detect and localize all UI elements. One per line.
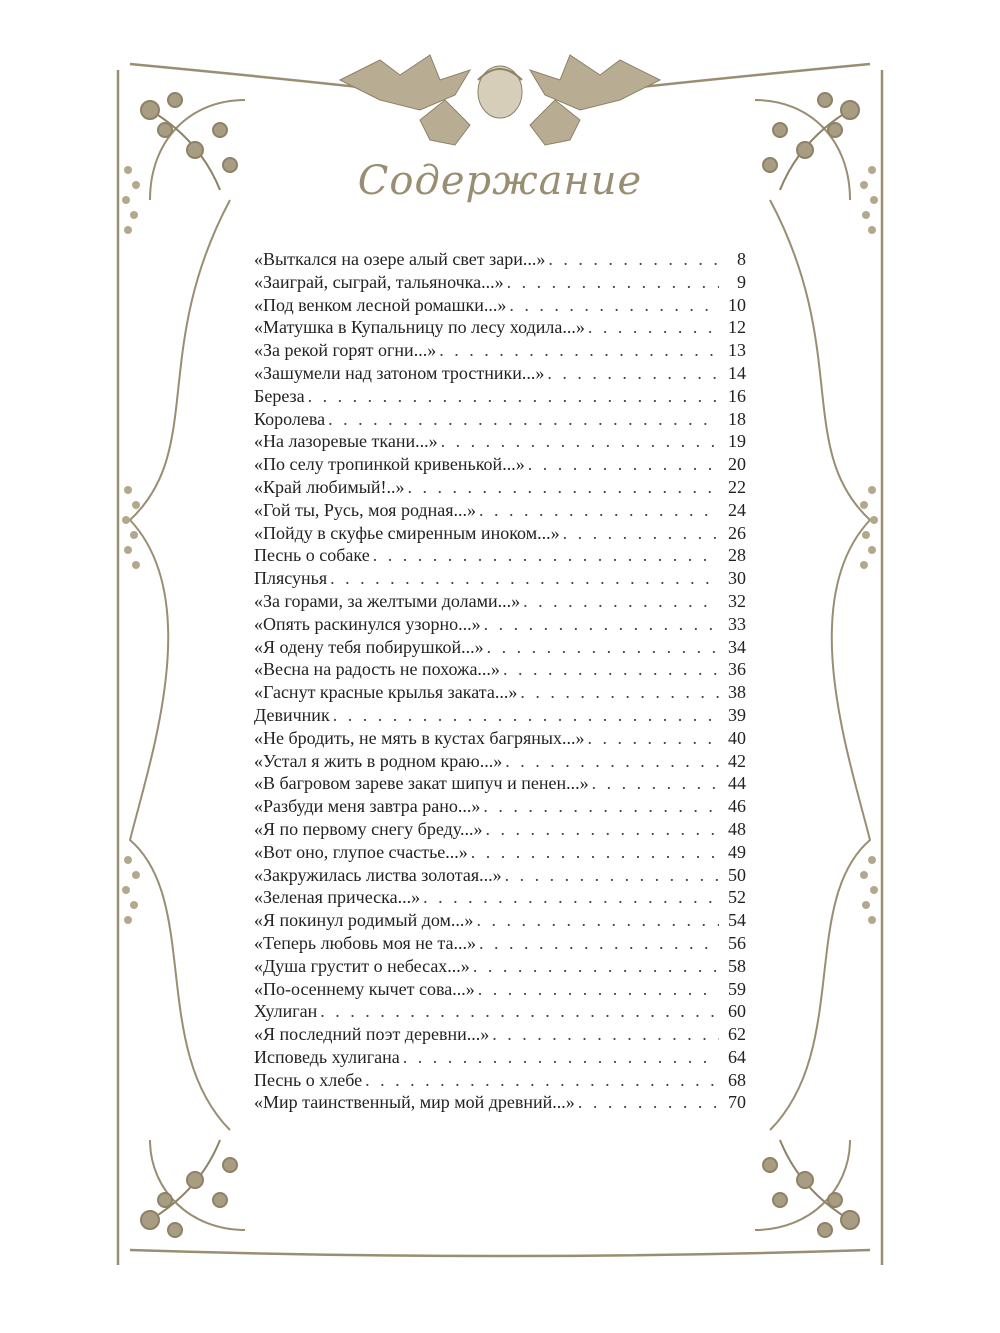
toc-entry[interactable] — [254, 248, 746, 271]
toc-entry-title: «Под венком лесной ромашки...» — [254, 294, 507, 315]
dot-leader — [548, 248, 719, 271]
toc-entry[interactable] — [254, 1023, 746, 1046]
toc-entry-page: 22 — [728, 476, 746, 497]
toc-entry-page: 48 — [728, 818, 746, 839]
toc-entry-title: Плясунья — [254, 568, 328, 589]
toc-entry-page: 50 — [728, 864, 746, 885]
toc-entry[interactable] — [254, 294, 746, 317]
toc-entry[interactable] — [254, 1091, 746, 1114]
toc-entry-page: 8 — [737, 249, 746, 269]
toc-entry-page: 52 — [728, 887, 746, 908]
toc-entry-page: 60 — [728, 1001, 746, 1022]
toc-entry-page: 64 — [728, 1046, 746, 1067]
dot-leader — [403, 1046, 719, 1069]
toc-entry[interactable] — [254, 613, 746, 636]
dot-leader — [487, 636, 719, 659]
toc-entry-page: 26 — [728, 522, 746, 543]
dot-leader — [587, 727, 719, 750]
toc-entry-page: 30 — [728, 568, 746, 589]
frame-border-bottom — [130, 1250, 870, 1256]
toc-entry-page: 13 — [728, 340, 746, 361]
toc-entry-title: «Край любимый!..» — [254, 476, 405, 497]
dot-leader — [333, 704, 719, 727]
toc-entry-page: 28 — [728, 545, 746, 566]
toc-entry-title: «Заиграй, сыграй, тальяночка...» — [254, 271, 504, 292]
toc-entry[interactable] — [254, 453, 746, 476]
toc-entry-page: 54 — [728, 910, 746, 931]
toc-entry[interactable] — [254, 1000, 746, 1023]
toc-entry[interactable] — [254, 909, 746, 932]
toc-entry[interactable] — [254, 316, 746, 339]
toc-entry[interactable] — [254, 978, 746, 1001]
dot-leader — [492, 1023, 719, 1046]
toc-entry-page: 56 — [728, 932, 746, 953]
toc-entry-page: 19 — [728, 431, 746, 452]
dot-leader — [484, 613, 719, 636]
toc-entry-title: «За горами, за желтыми долами...» — [254, 590, 521, 611]
toc-entry[interactable] — [254, 681, 746, 704]
dot-leader — [485, 818, 719, 841]
toc-entry-title: «Весна на радость не похожа...» — [254, 659, 500, 680]
dot-leader — [320, 1000, 719, 1023]
toc-entry[interactable] — [254, 955, 746, 978]
dot-leader — [373, 544, 719, 567]
toc-entry[interactable] — [254, 544, 746, 567]
toc-entry-title: «Закружилась листва золотая...» — [254, 864, 502, 885]
dot-leader — [547, 362, 719, 385]
toc-entry[interactable] — [254, 499, 746, 522]
toc-entry[interactable] — [254, 727, 746, 750]
dot-leader — [479, 499, 719, 522]
toc-entry-page: 24 — [728, 499, 746, 520]
toc-entry-page: 34 — [728, 636, 746, 657]
toc-entry[interactable] — [254, 522, 746, 545]
toc-entry[interactable] — [254, 1046, 746, 1069]
table-of-contents — [254, 248, 746, 1114]
toc-entry-page: 40 — [728, 727, 746, 748]
toc-entry-page: 70 — [728, 1092, 746, 1113]
toc-entry[interactable] — [254, 430, 746, 453]
dot-leader — [592, 772, 719, 795]
dot-leader — [503, 658, 719, 681]
toc-entry-title: «Я последний поэт деревни...» — [254, 1024, 490, 1045]
toc-entry-title: «Я покинул родимый дом...» — [254, 910, 474, 931]
toc-entry-page: 16 — [728, 385, 746, 406]
toc-entry-page: 12 — [728, 317, 746, 338]
toc-entry[interactable] — [254, 408, 746, 431]
dot-leader — [476, 909, 719, 932]
toc-entry-title: «Матушка в Купальницу по лесу ходила...» — [254, 317, 585, 338]
toc-entry[interactable] — [254, 864, 746, 887]
toc-entry[interactable] — [254, 818, 746, 841]
dot-leader — [478, 978, 719, 1001]
toc-entry[interactable] — [254, 271, 746, 294]
toc-entry-title: Песнь о хлебе — [254, 1069, 363, 1090]
toc-entry-title: «Пойду в скуфье смиренным иноком...» — [254, 522, 560, 543]
dot-leader — [509, 294, 719, 317]
toc-entry[interactable] — [254, 795, 746, 818]
toc-entry-title: «За рекой горят огни...» — [254, 340, 437, 361]
toc-entry-title: Королева — [254, 408, 326, 429]
toc-entry[interactable] — [254, 841, 746, 864]
page-title: Содержание — [357, 158, 643, 204]
toc-entry[interactable] — [254, 704, 746, 727]
dot-leader — [473, 955, 719, 978]
toc-entry-title: Песнь о собаке — [254, 545, 370, 566]
dot-leader — [441, 430, 719, 453]
toc-entry-title: Хулиган — [254, 1001, 318, 1022]
dot-leader — [308, 385, 719, 408]
toc-entry-page: 20 — [728, 454, 746, 475]
toc-entry[interactable] — [254, 1069, 746, 1092]
dot-leader — [523, 590, 719, 613]
toc-entry[interactable] — [254, 750, 746, 773]
toc-entry[interactable] — [254, 658, 746, 681]
dot-leader — [328, 408, 719, 431]
dot-leader — [330, 567, 719, 590]
toc-entry-page: 44 — [728, 773, 746, 794]
dot-leader — [439, 339, 719, 362]
dot-leader — [471, 841, 719, 864]
toc-entry-page: 68 — [728, 1069, 746, 1090]
toc-entry-title: «Вот оно, глупое счастье...» — [254, 841, 468, 862]
dot-leader — [365, 1069, 719, 1092]
toc-entry[interactable] — [254, 339, 746, 362]
dot-leader — [505, 864, 719, 887]
toc-entry-page: 62 — [728, 1024, 746, 1045]
toc-entry[interactable] — [254, 362, 746, 385]
toc-entry-page: 18 — [728, 408, 746, 429]
toc-entry[interactable] — [254, 772, 746, 795]
toc-entry[interactable] — [254, 590, 746, 613]
toc-entry-page: 42 — [728, 750, 746, 771]
dot-leader — [507, 271, 719, 294]
dot-leader — [588, 316, 719, 339]
toc-entry-title: «Устал я жить в родном краю...» — [254, 750, 503, 771]
toc-entry-page: 46 — [728, 796, 746, 817]
dot-leader — [563, 522, 719, 545]
toc-entry[interactable] — [254, 932, 746, 955]
toc-entry-title: «По селу тропинкой кривенькой...» — [254, 454, 525, 475]
dot-leader — [483, 795, 719, 818]
toc-entry-page: 14 — [728, 362, 746, 383]
toc-entry-title: «Выткался на озере алый свет зари...» — [254, 249, 546, 269]
toc-entry-title: «На лазоревые ткани...» — [254, 431, 438, 452]
toc-entry[interactable] — [254, 886, 746, 909]
toc-entry-page: 49 — [728, 841, 746, 862]
toc-entry-title: «Теперь любовь моя не та...» — [254, 932, 476, 953]
toc-entry-title: Береза — [254, 385, 305, 406]
toc-entry-title: «Разбуди меня завтра рано...» — [254, 796, 481, 817]
toc-entry-title: «Я одену тебя побирушкой...» — [254, 636, 484, 657]
toc-entry-title: «Гой ты, Русь, моя родная...» — [254, 499, 476, 520]
toc-entry-title: «Я по первому снегу бреду...» — [254, 818, 483, 839]
toc-entry-title: «В багровом зареве закат шипуч и пенен...» — [254, 773, 589, 794]
toc-entry-page: 32 — [728, 590, 746, 611]
toc-entry-title: «По-осеннему кычет сова...» — [254, 978, 475, 999]
dot-leader — [528, 453, 719, 476]
toc-entry[interactable] — [254, 636, 746, 659]
leaves-and-face-ornament-icon — [340, 55, 660, 145]
toc-entry-title: «Опять раскинулся узорно...» — [254, 613, 481, 634]
dot-leader — [407, 476, 719, 499]
toc-entry-page: 9 — [737, 271, 746, 292]
toc-entry-title: «Гаснут красные крылья заката...» — [254, 682, 518, 703]
toc-entry-title: «Мир таинственный, мир мой древний...» — [254, 1092, 575, 1113]
toc-entry-page: 38 — [728, 682, 746, 703]
dot-leader — [505, 750, 719, 773]
toc-entry-title: «Зеленая прическа...» — [254, 887, 421, 908]
toc-entry-page: 36 — [728, 659, 746, 680]
dot-leader — [578, 1091, 719, 1114]
toc-entry-title: «Душа грустит о небесах...» — [254, 955, 470, 976]
toc-entry-page: 33 — [728, 613, 746, 634]
toc-entry-page: 39 — [728, 704, 746, 725]
toc-entry-page: 10 — [728, 294, 746, 315]
dot-leader — [520, 681, 719, 704]
toc-entry-title: «Зашумели над затоном тростники...» — [254, 362, 545, 383]
toc-entry[interactable] — [254, 385, 746, 408]
toc-entry-title: «Не бродить, не мять в кустах багряных...» — [254, 727, 585, 748]
toc-entry[interactable] — [254, 567, 746, 590]
toc-entry-title: Девичник — [254, 704, 330, 725]
toc-entry-title: Исповедь хулигана — [254, 1046, 400, 1067]
dot-leader — [423, 886, 719, 909]
dot-leader — [479, 932, 719, 955]
toc-entry[interactable] — [254, 476, 746, 499]
toc-entry-page: 58 — [728, 955, 746, 976]
toc-entry-page: 59 — [728, 978, 746, 999]
